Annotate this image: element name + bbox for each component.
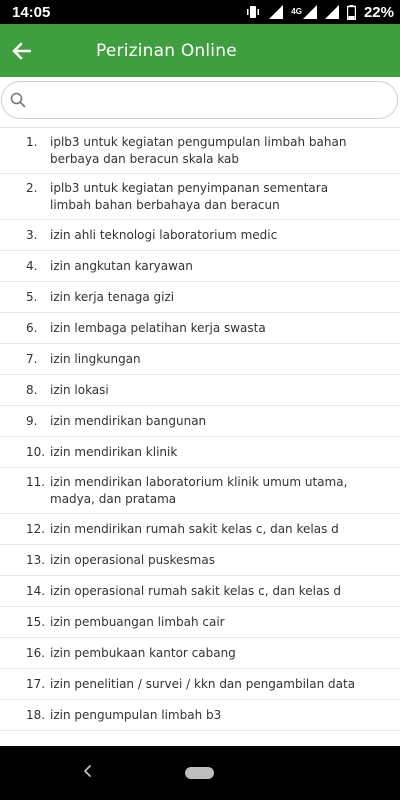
- list-item-number: 13.: [26, 553, 46, 567]
- search-section: [0, 77, 400, 127]
- list-item[interactable]: [0, 545, 400, 576]
- list-item-label: izin operasional rumah sakit kelas c, dan kelas d: [50, 583, 342, 598]
- page-title: Perizinan Online: [96, 40, 237, 61]
- list-item[interactable]: [0, 313, 400, 344]
- list-item[interactable]: [0, 700, 400, 731]
- list-item-label: izin mendirikan laboratorium klinik umum utama, madya, dan pratama: [50, 475, 348, 506]
- cell-signal-icon: [291, 5, 317, 19]
- list-item-number: 3.: [26, 228, 38, 242]
- list-item[interactable]: [0, 576, 400, 607]
- list-item-label: izin ahli teknologi laboratorium medic: [50, 227, 278, 242]
- signal-icon: [325, 5, 339, 19]
- list-item-number: 6.: [26, 321, 38, 335]
- list-item-number: 11.: [26, 475, 46, 489]
- list-item-number: 2.: [26, 181, 38, 195]
- back-button[interactable]: [6, 36, 36, 66]
- list-item-label: izin mendirikan klinik: [50, 444, 178, 459]
- list-item[interactable]: [0, 344, 400, 375]
- navigation-bar: [0, 746, 400, 800]
- list-item-number: 10.: [26, 445, 46, 459]
- search-icon: [10, 92, 26, 108]
- list-item-number: 9.: [26, 414, 38, 428]
- list-item-label: iplb3 untuk kegiatan pengumpulan limbah bahan berbaya dan beracun skala kab: [50, 135, 347, 166]
- wifi-signal-icon: [269, 5, 283, 19]
- status-icons: [245, 4, 394, 21]
- list-item[interactable]: [0, 607, 400, 638]
- list-item-label: izin lingkungan: [50, 351, 141, 366]
- battery-icon: [347, 5, 356, 20]
- list-item[interactable]: [0, 669, 400, 700]
- list-item[interactable]: [0, 128, 400, 174]
- list-item-number: 17.: [26, 677, 46, 691]
- chevron-left-icon[interactable]: [80, 763, 96, 779]
- list-item-label: izin pengumpulan limbah b3: [50, 707, 222, 722]
- search-box[interactable]: [1, 81, 398, 119]
- list-item-label: izin pembuangan limbah cair: [50, 614, 225, 629]
- list-item-number: 4.: [26, 259, 38, 273]
- list-item[interactable]: [0, 375, 400, 406]
- status-time: 14:05: [12, 3, 51, 21]
- list-item[interactable]: [0, 251, 400, 282]
- list-item-number: 18.: [26, 708, 46, 722]
- list-item-number: 1.: [26, 135, 38, 149]
- list-item-number: 15.: [26, 615, 46, 629]
- list-item[interactable]: [0, 220, 400, 251]
- list-item-number: 5.: [26, 290, 38, 304]
- permit-list: [0, 127, 400, 747]
- status-bar: [0, 0, 400, 24]
- list-item-label: iplb3 untuk kegiatan penyimpanan sementara limbah bahan berbahaya dan beracun: [50, 181, 329, 212]
- list-item-label: izin mendirikan rumah sakit kelas c, dan kelas d: [50, 521, 339, 536]
- home-pill-icon[interactable]: [185, 767, 214, 779]
- battery-percent: 22%: [363, 3, 394, 21]
- list-item-label: izin mendirikan bangunan: [50, 413, 207, 428]
- network-type: 4G: [291, 7, 302, 16]
- app-bar: [0, 24, 400, 77]
- list-item-label: izin kerja tenaga gizi: [50, 289, 175, 304]
- list-item-number: 8.: [26, 383, 38, 397]
- list-item[interactable]: [0, 514, 400, 545]
- list-item-number: 12.: [26, 522, 46, 536]
- arrow-left-icon: [11, 42, 31, 60]
- list-item-label: izin pembukaan kantor cabang: [50, 645, 236, 660]
- list-item[interactable]: [0, 437, 400, 468]
- list-item-number: 14.: [26, 584, 46, 598]
- list-item-label: izin lokasi: [50, 382, 109, 397]
- list-item-label: izin angkutan karyawan: [50, 258, 193, 273]
- list-item[interactable]: [0, 282, 400, 313]
- vibrate-icon: [245, 5, 261, 19]
- list-item[interactable]: [0, 174, 400, 220]
- search-input[interactable]: [34, 91, 368, 109]
- list-item-number: 7.: [26, 352, 38, 366]
- list-item-label: izin operasional puskesmas: [50, 552, 215, 567]
- list-item-number: 16.: [26, 646, 46, 660]
- list-item-label: izin lembaga pelatihan kerja swasta: [50, 320, 266, 335]
- list-item[interactable]: [0, 406, 400, 437]
- list-item-label: izin penelitian / survei / kkn dan pengambilan data: [50, 676, 356, 691]
- list-item[interactable]: [0, 468, 400, 514]
- list-item[interactable]: [0, 638, 400, 669]
